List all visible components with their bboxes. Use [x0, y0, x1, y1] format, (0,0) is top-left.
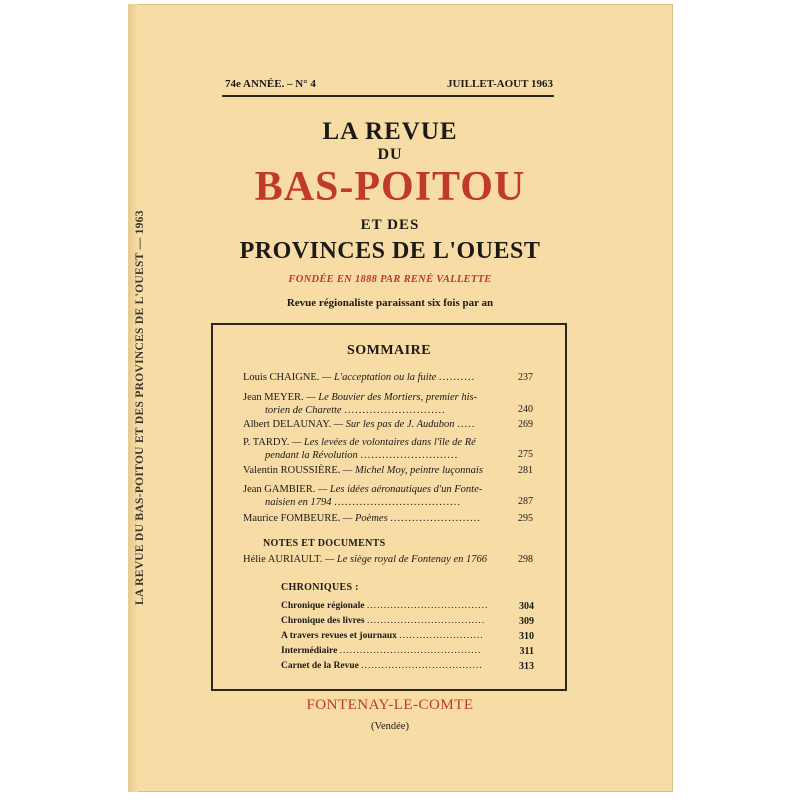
toc-page: 310 — [519, 631, 534, 642]
tagline: Revue régionaliste paraissant six fois par an — [286, 297, 494, 309]
spine-text: LA REVUE DU BAS-POITOU ET DES PROVINCES DE L'OUEST — 1963 — [134, 210, 146, 605]
toc-page: 237 — [518, 372, 533, 383]
toc-page: 311 — [519, 646, 534, 657]
issue-number: 74e ANNÉE. – N° 4 — [225, 78, 316, 90]
toc-entry — [243, 419, 533, 432]
toc-author: Jean MEYER. — [243, 392, 304, 403]
chronique-item — [281, 646, 534, 656]
toc-dots: .................................... — [361, 661, 483, 671]
toc-title: — Les idées aéronautiques d'un Fonte- — [317, 484, 483, 495]
toc-title: — Poèmes — [343, 513, 388, 524]
toc-page: 313 — [519, 661, 534, 672]
toc-dots: ................................... — [334, 496, 461, 508]
toc-author: Louis CHAIGNE. — [243, 372, 320, 383]
toc-page: 281 — [518, 465, 533, 476]
chronique-item — [281, 661, 534, 671]
toc-dots: ........................... — [360, 449, 459, 461]
toc-page: 275 — [518, 449, 533, 460]
chronique-item — [281, 601, 534, 611]
title-line-2: DU — [377, 146, 403, 163]
header-rule — [222, 95, 554, 97]
chronique-label: Intermédiaire — [281, 646, 338, 656]
toc-page: 309 — [519, 616, 534, 627]
toc-page: 240 — [518, 404, 533, 415]
toc-dots: ......................... — [399, 631, 484, 641]
title-line-5: PROVINCES DE L'OUEST — [239, 238, 541, 264]
sommaire-heading: SOMMAIRE — [346, 343, 432, 358]
toc-entry — [243, 513, 533, 526]
toc-page: 287 — [518, 496, 533, 507]
toc-entry — [243, 554, 533, 567]
chronique-label: A travers revues et journaux — [281, 631, 397, 641]
toc-entry — [243, 465, 533, 478]
toc-page: 304 — [519, 601, 534, 612]
chroniques-heading: CHRONIQUES : — [281, 582, 359, 593]
toc-entry — [243, 392, 533, 417]
chronique-label: Chronique des livres — [281, 616, 365, 626]
toc-dots: .......................................... — [339, 646, 482, 656]
toc-title-cont: torien de Charette — [265, 404, 342, 416]
toc-title: — Sur les pas de J. Audubon — [333, 419, 455, 430]
toc-author: Jean GAMBIER. — [243, 484, 316, 495]
chronique-item — [281, 631, 534, 641]
toc-page: 295 — [518, 513, 533, 524]
toc-dots: ................................... — [366, 616, 486, 626]
toc-title: — Michel Moy, peintre luçonnais — [343, 465, 483, 476]
toc-page: 298 — [518, 554, 533, 565]
toc-title: — Le Bouvier des Mortiers, premier his- — [306, 392, 478, 403]
publisher-city: FONTENAY-LE-COMTE — [306, 697, 474, 713]
chronique-item — [281, 616, 534, 626]
title-main: BAS-POITOU — [254, 164, 526, 210]
toc-author: Hélie AURIAULT. — [243, 554, 323, 565]
publisher-dept: (Vendée) — [371, 721, 409, 732]
toc-dots: .......... — [438, 372, 476, 383]
toc-title-cont: pendant la Révolution — [265, 449, 358, 461]
founded-line: FONDÉE EN 1888 PAR RENÉ VALLETTE — [288, 274, 492, 285]
toc-author: Valentin ROUSSIÈRE. — [243, 465, 341, 476]
toc-dots: ......................... — [390, 513, 481, 524]
title-line-4: ET DES — [360, 217, 420, 233]
toc-entry — [243, 484, 533, 509]
toc-dots: ..... — [457, 419, 476, 430]
toc-dots: .................................... — [366, 601, 489, 611]
title-line-1: LA REVUE — [322, 118, 458, 145]
toc-author: Maurice FOMBEURE. — [243, 513, 341, 524]
toc-entry — [243, 437, 533, 462]
toc-title: — Les levées de volontaires dans l'île de Ré — [291, 437, 476, 448]
toc-title: — Le siège royal de Fontenay en 1766 — [324, 554, 487, 565]
toc-entry — [243, 372, 533, 385]
chronique-label: Chronique régionale — [281, 601, 365, 611]
toc-title: — L'acceptation ou la fuite — [322, 372, 437, 383]
chronique-label: Carnet de la Revue — [281, 661, 359, 671]
toc-author: Albert DELAUNAY. — [243, 419, 332, 430]
notes-heading: NOTES ET DOCUMENTS — [263, 538, 386, 549]
toc-author: P. TARDY. — [243, 437, 290, 448]
toc-page: 269 — [518, 419, 533, 430]
issue-header — [225, 78, 553, 90]
issue-date: JUILLET-AOUT 1963 — [446, 78, 553, 90]
toc-dots: ............................ — [344, 404, 446, 416]
toc-title-cont: naisien en 1794 — [265, 496, 332, 508]
